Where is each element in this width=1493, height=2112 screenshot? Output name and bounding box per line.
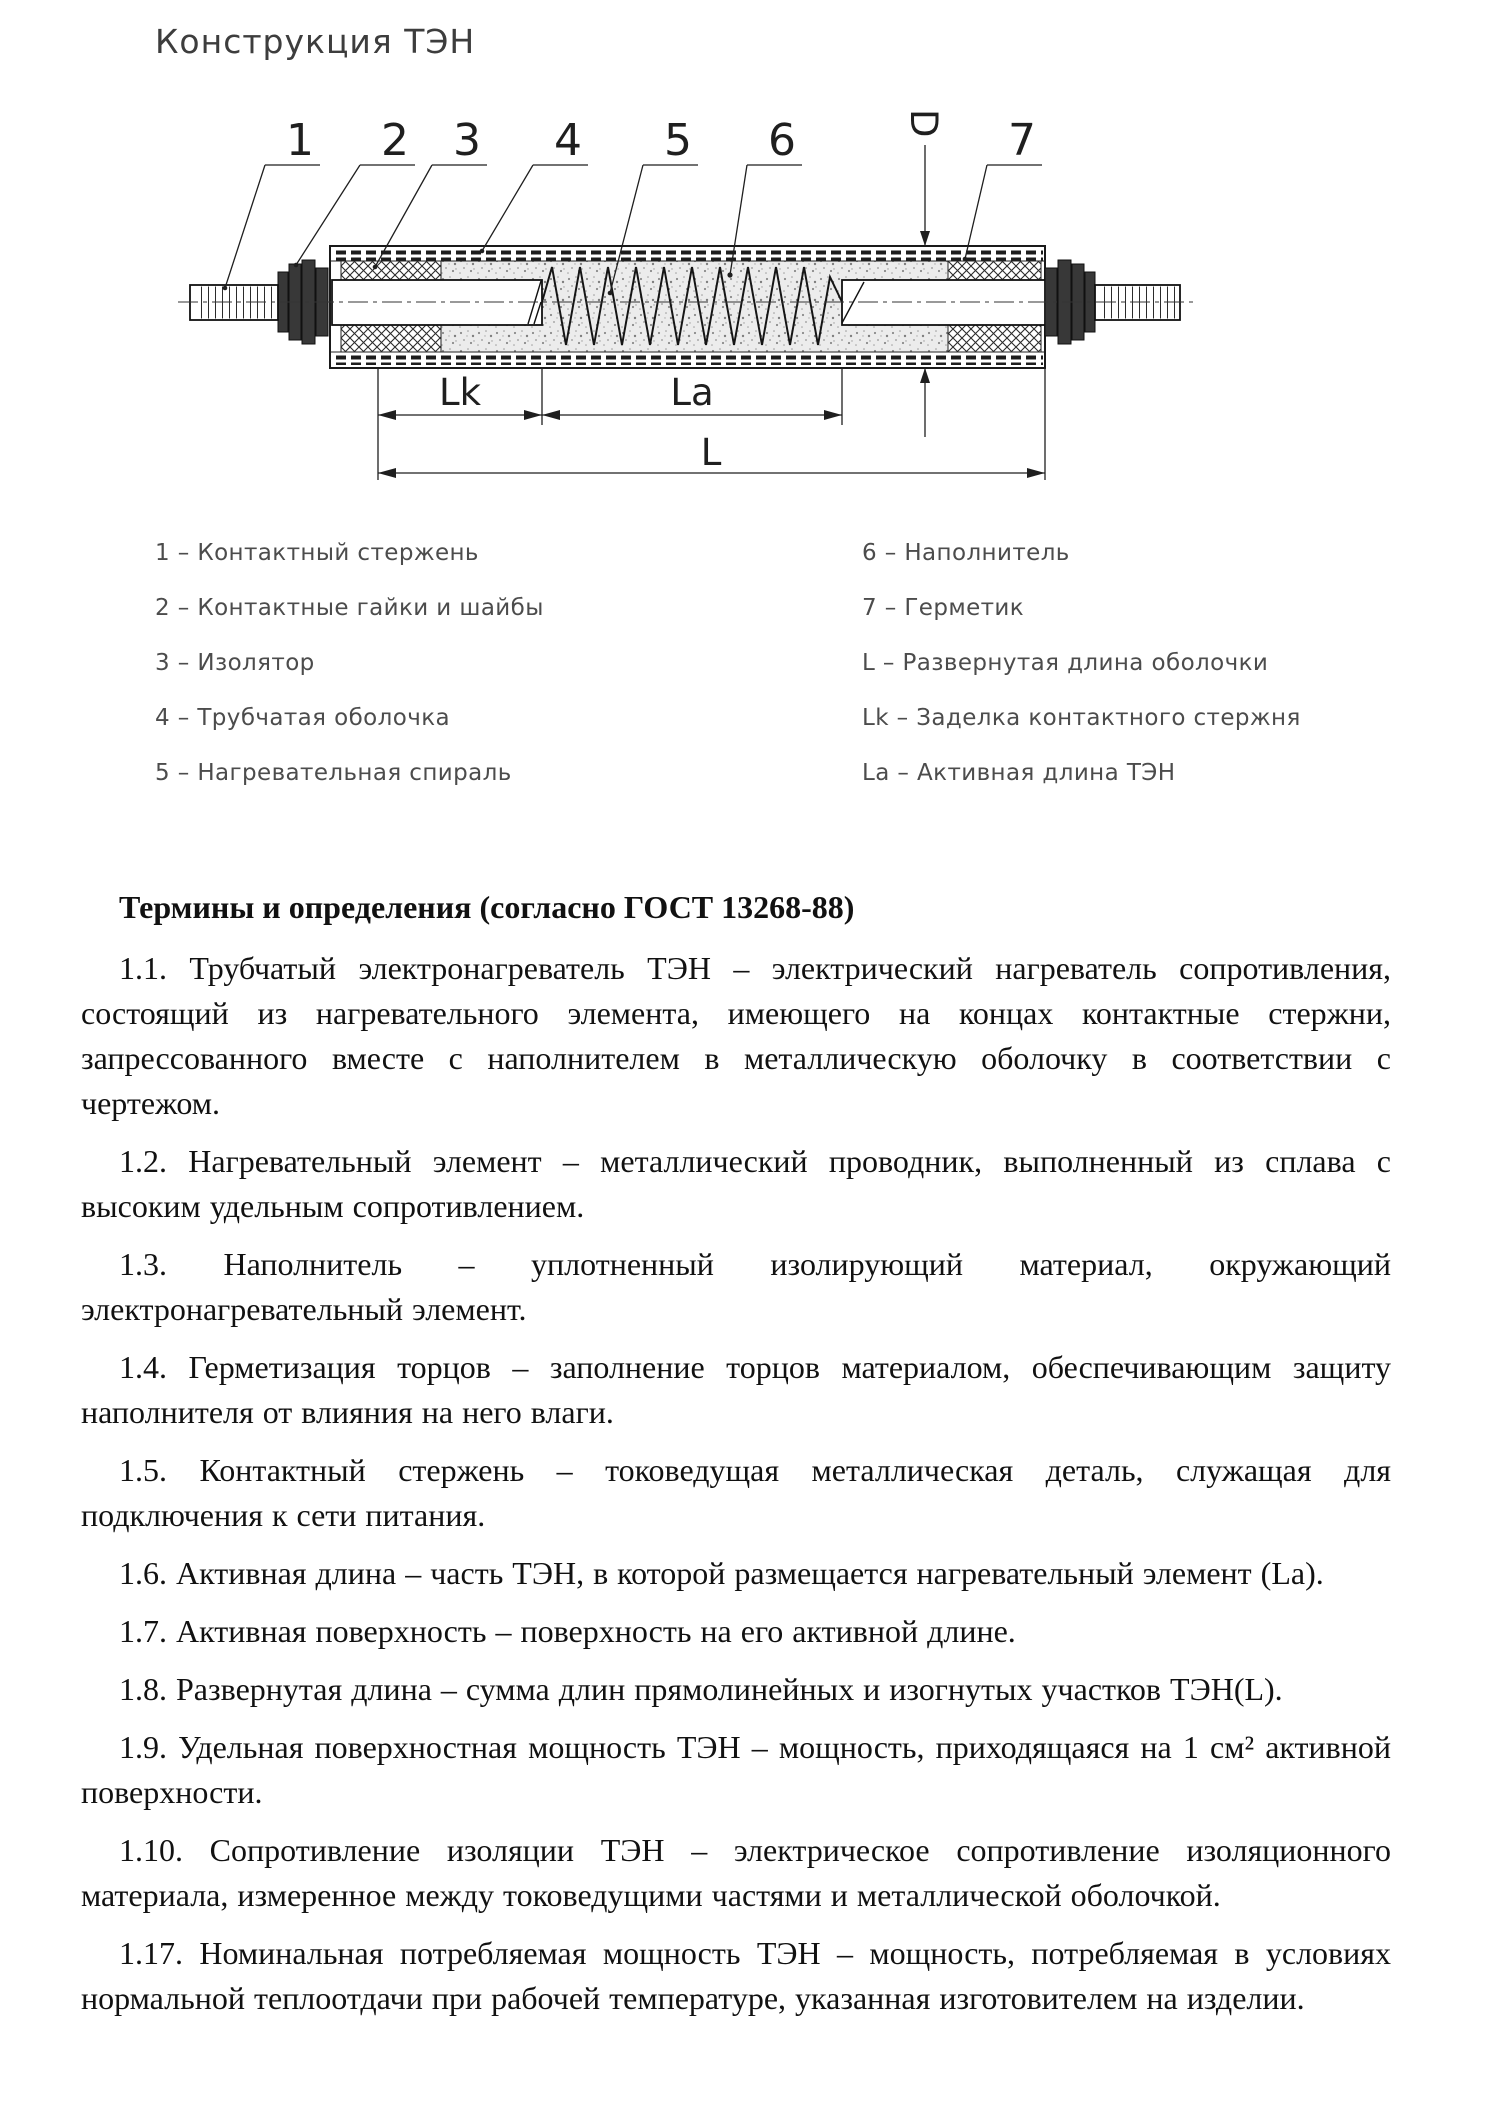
term-1-2: 1.2. Нагревательный элемент – металлический проводник, выполненный из сплава с высоким удельным сопротивлением.: [81, 1143, 1391, 1224]
terms-heading: Термины и определения (согласно ГОСТ 13268-88): [119, 889, 855, 925]
legend: [155, 540, 1301, 786]
dim-label-lk: Lk: [438, 371, 482, 414]
term-1-9: 1.9. Удельная поверхностная мощность ТЭН – мощность, приходящаяся на 1 см² активной поверхности.: [81, 1729, 1391, 1810]
legend-item-4: 4 – Трубчатая оболочка: [155, 705, 450, 731]
legend-item-1: 1 – Контактный стержень: [155, 540, 479, 566]
legend-item-la: La – Активная длина ТЭН: [862, 760, 1176, 786]
term-1-6: 1.6. Активная длина – часть ТЭН, в которой размещается нагревательный элемент (La).: [119, 1555, 1324, 1591]
dim-label-l: L: [700, 431, 722, 474]
callout-label-7: 7: [1008, 115, 1036, 166]
term-1-10: 1.10. Сопротивление изоляции ТЭН – электрическое сопротивление изоляционного материала, измеренное между токоведущими частями и металлической оболочкой.: [81, 1832, 1391, 1913]
legend-item-5: 5 – Нагревательная спираль: [155, 760, 512, 786]
callout-label-2: 2: [381, 115, 409, 166]
term-1-5: 1.5. Контактный стержень – токоведущая металлическая деталь, служащая для подключения к сети питания.: [81, 1452, 1391, 1533]
legend-item-6: 6 – Наполнитель: [862, 540, 1070, 566]
callout-label-6: 6: [768, 115, 796, 166]
legend-item-lk: Lk – Заделка контактного стержня: [862, 705, 1301, 731]
legend-item-2: 2 – Контактные гайки и шайбы: [155, 595, 544, 621]
dim-label-la: La: [670, 371, 714, 414]
ten-construction-diagram: [170, 95, 1200, 495]
term-1-8: 1.8. Развернутая длина – сумма длин прямолинейных и изогнутых участков ТЭН(L).: [119, 1671, 1283, 1707]
term-1-4: 1.4. Герметизация торцов – заполнение торцов материалом, обеспечивающим защиту наполнителя от влияния на него влаги.: [81, 1349, 1391, 1430]
dim-label-d: D: [902, 109, 945, 138]
callout-label-4: 4: [554, 115, 582, 166]
term-1-7: 1.7. Активная поверхность – поверхность на его активной длине.: [119, 1613, 1016, 1649]
term-1-3: 1.3. Наполнитель – уплотненный изолирующий материал, окружающий электронагревательный элемент.: [81, 1246, 1391, 1327]
callout-4: [480, 165, 588, 253]
legend-item-l: L – Развернутая длина оболочки: [862, 650, 1269, 676]
diagram-title: Конструкция ТЭН: [155, 22, 476, 61]
callout-label-3: 3: [453, 115, 481, 166]
legend-column-left: [155, 540, 862, 786]
term-1-1: 1.1. Трубчатый электронагреватель ТЭН – электрический нагреватель сопротивления, состоящий из нагревательного элемента, имеющего на концах контактные стержни, запрессованного вместе с наполнителем в металлическую оболочку в соответствии с чертежом.: [81, 950, 1391, 1121]
legend-item-7: 7 – Герметик: [862, 595, 1025, 621]
legend-item-3: 3 – Изолятор: [155, 650, 315, 676]
callout-label-5: 5: [664, 115, 692, 166]
legend-column-right: [862, 540, 1301, 786]
term-1-17: 1.17. Номинальная потребляемая мощность ТЭН – мощность, потребляемая в условиях нормальной теплоотдачи при рабочей температуре, указанная изготовителем на изделии.: [81, 1935, 1391, 2016]
callout-label-1: 1: [286, 115, 314, 166]
terms-section: [81, 885, 1391, 2021]
